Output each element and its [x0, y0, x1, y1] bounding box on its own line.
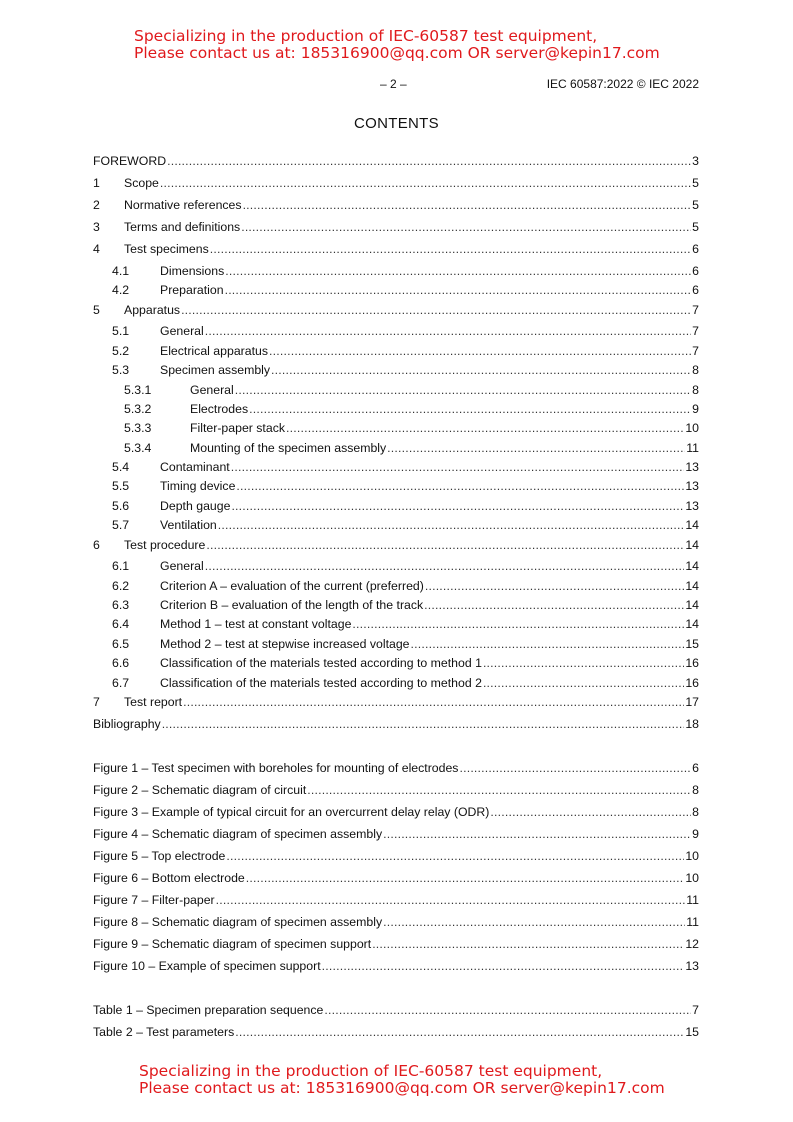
- toc-entry[interactable]: [93, 478, 699, 494]
- toc-entry-page: 15: [685, 637, 699, 651]
- dot-leader: [424, 597, 684, 613]
- toc-entry-page: 7: [692, 324, 699, 338]
- toc-entry-number: 6.2: [112, 579, 130, 593]
- toc-entry[interactable]: [93, 558, 699, 574]
- figures-entry-page: 10: [685, 871, 699, 885]
- dot-leader: [383, 914, 685, 930]
- toc-entry-number: 6.5: [112, 637, 130, 651]
- watermark-bottom-line1: Specializing in the production of IEC-60587 test equipment,: [139, 1062, 603, 1080]
- tables-entry-title: Table 2 – Test parameters: [93, 1025, 235, 1039]
- toc-entry-title: Test report: [124, 695, 183, 709]
- watermark-top-line2: Please contact us at: 185316900@qq.com OR server@kepin17.com: [134, 44, 660, 62]
- toc-entry[interactable]: [93, 241, 699, 257]
- toc-entry-page: 18: [685, 717, 699, 731]
- tables-entry-title: Table 1 – Specimen preparation sequence: [93, 1003, 324, 1017]
- dot-leader: [205, 558, 685, 574]
- toc-entry-title: Depth gauge: [160, 499, 231, 513]
- page-header: [93, 77, 699, 93]
- toc-entry-page: 7: [692, 344, 699, 358]
- figures-entry-page: 11: [686, 893, 699, 907]
- toc-entry-page: 6: [692, 283, 699, 297]
- dot-leader: [225, 263, 691, 279]
- toc-entry-number: 5.1: [112, 324, 130, 338]
- figures-entry-title: Figure 9 – Schematic diagram of specimen support: [93, 937, 372, 951]
- toc-entry-page: 6: [692, 242, 699, 256]
- toc-entry-number: 5.3.1: [124, 383, 152, 397]
- toc-entry-number: 4: [93, 242, 100, 256]
- toc-entry-number: 4.1: [112, 264, 130, 278]
- dot-leader: [231, 459, 685, 475]
- toc-entry-page: 17: [685, 695, 699, 709]
- toc-entry-page: 14: [685, 538, 699, 552]
- toc-entry-page: 6: [692, 264, 699, 278]
- toc-entry-number: 6: [93, 538, 100, 552]
- toc-entry-title: Terms and definitions: [124, 220, 241, 234]
- toc-entry-title: Contaminant: [160, 460, 230, 474]
- figures-entry-page: 6: [692, 761, 699, 775]
- figures-entry-page: 8: [692, 783, 699, 797]
- tables-entry-page: 15: [685, 1025, 699, 1039]
- dot-leader: [162, 716, 685, 732]
- toc-entry[interactable]: [93, 597, 699, 613]
- figures-entry-page: 11: [686, 915, 699, 929]
- standard-identifier: IEC 60587:2022 © IEC 2022: [546, 77, 699, 91]
- dot-leader: [231, 498, 684, 514]
- toc-entry[interactable]: [93, 636, 699, 652]
- figures-entry-title: Figure 3 – Example of typical circuit for an overcurrent delay relay (ODR): [93, 805, 490, 819]
- toc-entry-title: General: [190, 383, 234, 397]
- toc-entry-title: Criterion A – evaluation of the current (preferred): [160, 579, 424, 593]
- dot-leader: [249, 401, 691, 417]
- toc-entry-number: 4.2: [112, 283, 130, 297]
- toc-entry-page: 8: [692, 383, 699, 397]
- figures-entry[interactable]: [93, 892, 699, 908]
- contents-title: CONTENTS: [354, 115, 439, 132]
- toc-entry-number: 6.7: [112, 676, 130, 690]
- toc-entry[interactable]: [93, 175, 699, 191]
- toc-entry-title: Filter-paper stack: [190, 421, 285, 435]
- toc-entry-page: 14: [685, 598, 699, 612]
- dot-leader: [243, 197, 692, 213]
- toc-entry-number: 5: [93, 303, 100, 317]
- toc-entry-title: Dimensions: [160, 264, 225, 278]
- toc-entry[interactable]: [93, 153, 699, 169]
- dot-leader: [269, 343, 691, 359]
- toc-entry[interactable]: [93, 263, 699, 279]
- toc-entry[interactable]: [93, 343, 699, 359]
- toc-entry-number: 5.3.2: [124, 402, 152, 416]
- toc-entry-number: 1: [93, 176, 100, 190]
- dot-leader: [324, 1002, 691, 1018]
- toc-entry-title: Electrodes: [190, 402, 249, 416]
- dot-leader: [383, 826, 691, 842]
- toc-entry-title: Preparation: [160, 283, 224, 297]
- dot-leader: [235, 382, 691, 398]
- toc-entry-number: 5.7: [112, 518, 130, 532]
- toc-entry-title: Test procedure: [124, 538, 206, 552]
- toc-entry[interactable]: [93, 219, 699, 235]
- toc-entry[interactable]: [93, 323, 699, 339]
- dot-leader: [160, 175, 691, 191]
- dot-leader: [167, 153, 691, 169]
- toc-entry-title: General: [160, 324, 204, 338]
- toc-entry-number: 5.5: [112, 479, 130, 493]
- dot-leader: [425, 578, 684, 594]
- figures-entry[interactable]: [93, 914, 699, 930]
- dot-leader: [241, 219, 691, 235]
- toc-entry[interactable]: [93, 616, 699, 632]
- toc-entry-number: 5.2: [112, 344, 130, 358]
- figures-entry-title: Figure 5 – Top electrode: [93, 849, 226, 863]
- dot-leader: [307, 782, 691, 798]
- toc-entry-page: 14: [685, 518, 699, 532]
- dot-leader: [483, 655, 684, 671]
- figures-entry-title: Figure 2 – Schematic diagram of circuit: [93, 783, 307, 797]
- toc-entry-page: 11: [686, 441, 699, 455]
- toc-entry-page: 16: [685, 676, 699, 690]
- toc-entry-title: Method 2 – test at stepwise increased voltage: [160, 637, 410, 651]
- watermark-top-line1: Specializing in the production of IEC-60587 test equipment,: [134, 27, 598, 45]
- toc-entry-number: 3: [93, 220, 100, 234]
- toc-entry-title: Normative references: [124, 198, 242, 212]
- figures-entry[interactable]: [93, 848, 699, 864]
- toc-entry[interactable]: [93, 537, 699, 553]
- toc-entry-page: 13: [685, 499, 699, 513]
- dot-leader: [352, 616, 684, 632]
- toc-entry-title: Timing device: [160, 479, 236, 493]
- toc-entry-title: Mounting of the specimen assembly: [190, 441, 387, 455]
- figures-entry-page: 9: [692, 827, 699, 841]
- toc-entry-page: 5: [692, 176, 699, 190]
- toc-entry[interactable]: [93, 440, 699, 456]
- figures-entry[interactable]: [93, 826, 699, 842]
- toc-entry-title: Ventilation: [160, 518, 217, 532]
- toc-entry-title: Specimen assembly: [160, 363, 271, 377]
- watermark-bottom: [139, 1063, 665, 1097]
- toc-entry-number: 5.6: [112, 499, 130, 513]
- toc-entry[interactable]: [93, 517, 699, 533]
- toc-entry-title: General: [160, 559, 204, 573]
- dot-leader: [459, 760, 691, 776]
- dot-leader: [181, 302, 691, 318]
- toc-entry-number: 6.1: [112, 559, 130, 573]
- toc-entry-page: 14: [685, 559, 699, 573]
- toc-entry-title: Method 1 – test at constant voltage: [160, 617, 352, 631]
- toc-entry-number: 6.6: [112, 656, 130, 670]
- toc-entry-number: 2: [93, 198, 100, 212]
- toc-entry-number: 5.4: [112, 460, 130, 474]
- toc-entry[interactable]: [93, 655, 699, 671]
- dot-leader: [271, 362, 691, 378]
- toc-entry[interactable]: [93, 282, 699, 298]
- figures-entry-title: Figure 1 – Test specimen with boreholes for mounting of electrodes: [93, 761, 459, 775]
- figures-entry-title: Figure 6 – Bottom electrode: [93, 871, 245, 885]
- toc-entry[interactable]: [93, 382, 699, 398]
- toc-entry-title: Criterion B – evaluation of the length of the track: [160, 598, 424, 612]
- figures-entry[interactable]: [93, 870, 699, 886]
- toc-entry-page: 9: [692, 402, 699, 416]
- dot-leader: [225, 282, 692, 298]
- toc-entry-title: Scope: [124, 176, 159, 190]
- toc-entry[interactable]: [93, 716, 699, 732]
- figures-entry-page: 13: [685, 959, 699, 973]
- toc-entry-number: 5.3.3: [124, 421, 152, 435]
- dot-leader: [246, 870, 685, 886]
- toc-entry-page: 8: [692, 363, 699, 377]
- dot-leader: [372, 936, 684, 952]
- figures-entry[interactable]: [93, 936, 699, 952]
- dot-leader: [322, 958, 685, 974]
- watermark-bottom-line2: Please contact us at: 185316900@qq.com OR server@kepin17.com: [139, 1079, 665, 1097]
- toc-entry[interactable]: [93, 420, 699, 436]
- toc-entry-number: 6.4: [112, 617, 130, 631]
- page-number: – 2 –: [380, 77, 407, 91]
- tables-entry-page: 7: [692, 1003, 699, 1017]
- toc-entry-title: Classification of the materials tested according to method 2: [160, 676, 482, 690]
- toc-entry-number: 5.3.4: [124, 441, 152, 455]
- toc-entry[interactable]: [93, 302, 699, 318]
- tables-entry[interactable]: [93, 1002, 699, 1018]
- dot-leader: [205, 323, 691, 339]
- tables-entry[interactable]: [93, 1024, 699, 1040]
- dot-leader: [286, 420, 684, 436]
- figures-entry[interactable]: [93, 804, 699, 820]
- figures-entry[interactable]: [93, 782, 699, 798]
- dot-leader: [206, 537, 684, 553]
- toc-entry[interactable]: [93, 401, 699, 417]
- toc-entry[interactable]: [93, 197, 699, 213]
- toc-entry-page: 13: [685, 479, 699, 493]
- toc-entry-page: 3: [692, 154, 699, 168]
- dot-leader: [226, 848, 684, 864]
- toc-entry-page: 7: [692, 303, 699, 317]
- toc-entry-title: Test specimens: [124, 242, 209, 256]
- toc-entry[interactable]: [93, 498, 699, 514]
- toc-entry[interactable]: [93, 362, 699, 378]
- watermark-top: [134, 28, 660, 62]
- toc-entry[interactable]: [93, 578, 699, 594]
- dot-leader: [218, 517, 685, 533]
- toc-entry[interactable]: [93, 675, 699, 691]
- figures-entry-title: Figure 8 – Schematic diagram of specimen assembly: [93, 915, 383, 929]
- dot-leader: [483, 675, 684, 691]
- dot-leader: [210, 241, 691, 257]
- figures-entry-page: 12: [685, 937, 699, 951]
- toc-entry-page: 16: [685, 656, 699, 670]
- toc-entry-number: 7: [93, 695, 100, 709]
- toc-entry-page: 14: [685, 617, 699, 631]
- toc-entry-number: 6.3: [112, 598, 130, 612]
- dot-leader: [490, 804, 691, 820]
- figures-entry[interactable]: [93, 760, 699, 776]
- dot-leader: [387, 440, 685, 456]
- figures-entry-page: 8: [692, 805, 699, 819]
- dot-leader: [411, 636, 685, 652]
- toc-entry-page: 10: [685, 421, 699, 435]
- toc-entry[interactable]: [93, 459, 699, 475]
- figures-entry[interactable]: [93, 958, 699, 974]
- toc-entry-page: 13: [685, 460, 699, 474]
- toc-entry-page: 14: [685, 579, 699, 593]
- figures-entry-title: Figure 4 – Schematic diagram of specimen assembly: [93, 827, 383, 841]
- dot-leader: [235, 1024, 684, 1040]
- figures-entry-title: Figure 10 – Example of specimen support: [93, 959, 321, 973]
- toc-entry-title: Classification of the materials tested according to method 1: [160, 656, 482, 670]
- toc-entry-page: 5: [692, 198, 699, 212]
- dot-leader: [236, 478, 684, 494]
- toc-entry-number: 5.3: [112, 363, 130, 377]
- figures-entry-page: 10: [685, 849, 699, 863]
- toc-entry-page: 5: [692, 220, 699, 234]
- toc-entry[interactable]: [93, 694, 699, 710]
- dot-leader: [216, 892, 686, 908]
- toc-entry-title: Electrical apparatus: [160, 344, 268, 358]
- toc-entry-title: FOREWORD: [93, 154, 167, 168]
- dot-leader: [183, 694, 684, 710]
- toc-entry-title: Apparatus: [124, 303, 181, 317]
- toc-entry-title: Bibliography: [93, 717, 161, 731]
- figures-entry-title: Figure 7 – Filter-paper: [93, 893, 215, 907]
